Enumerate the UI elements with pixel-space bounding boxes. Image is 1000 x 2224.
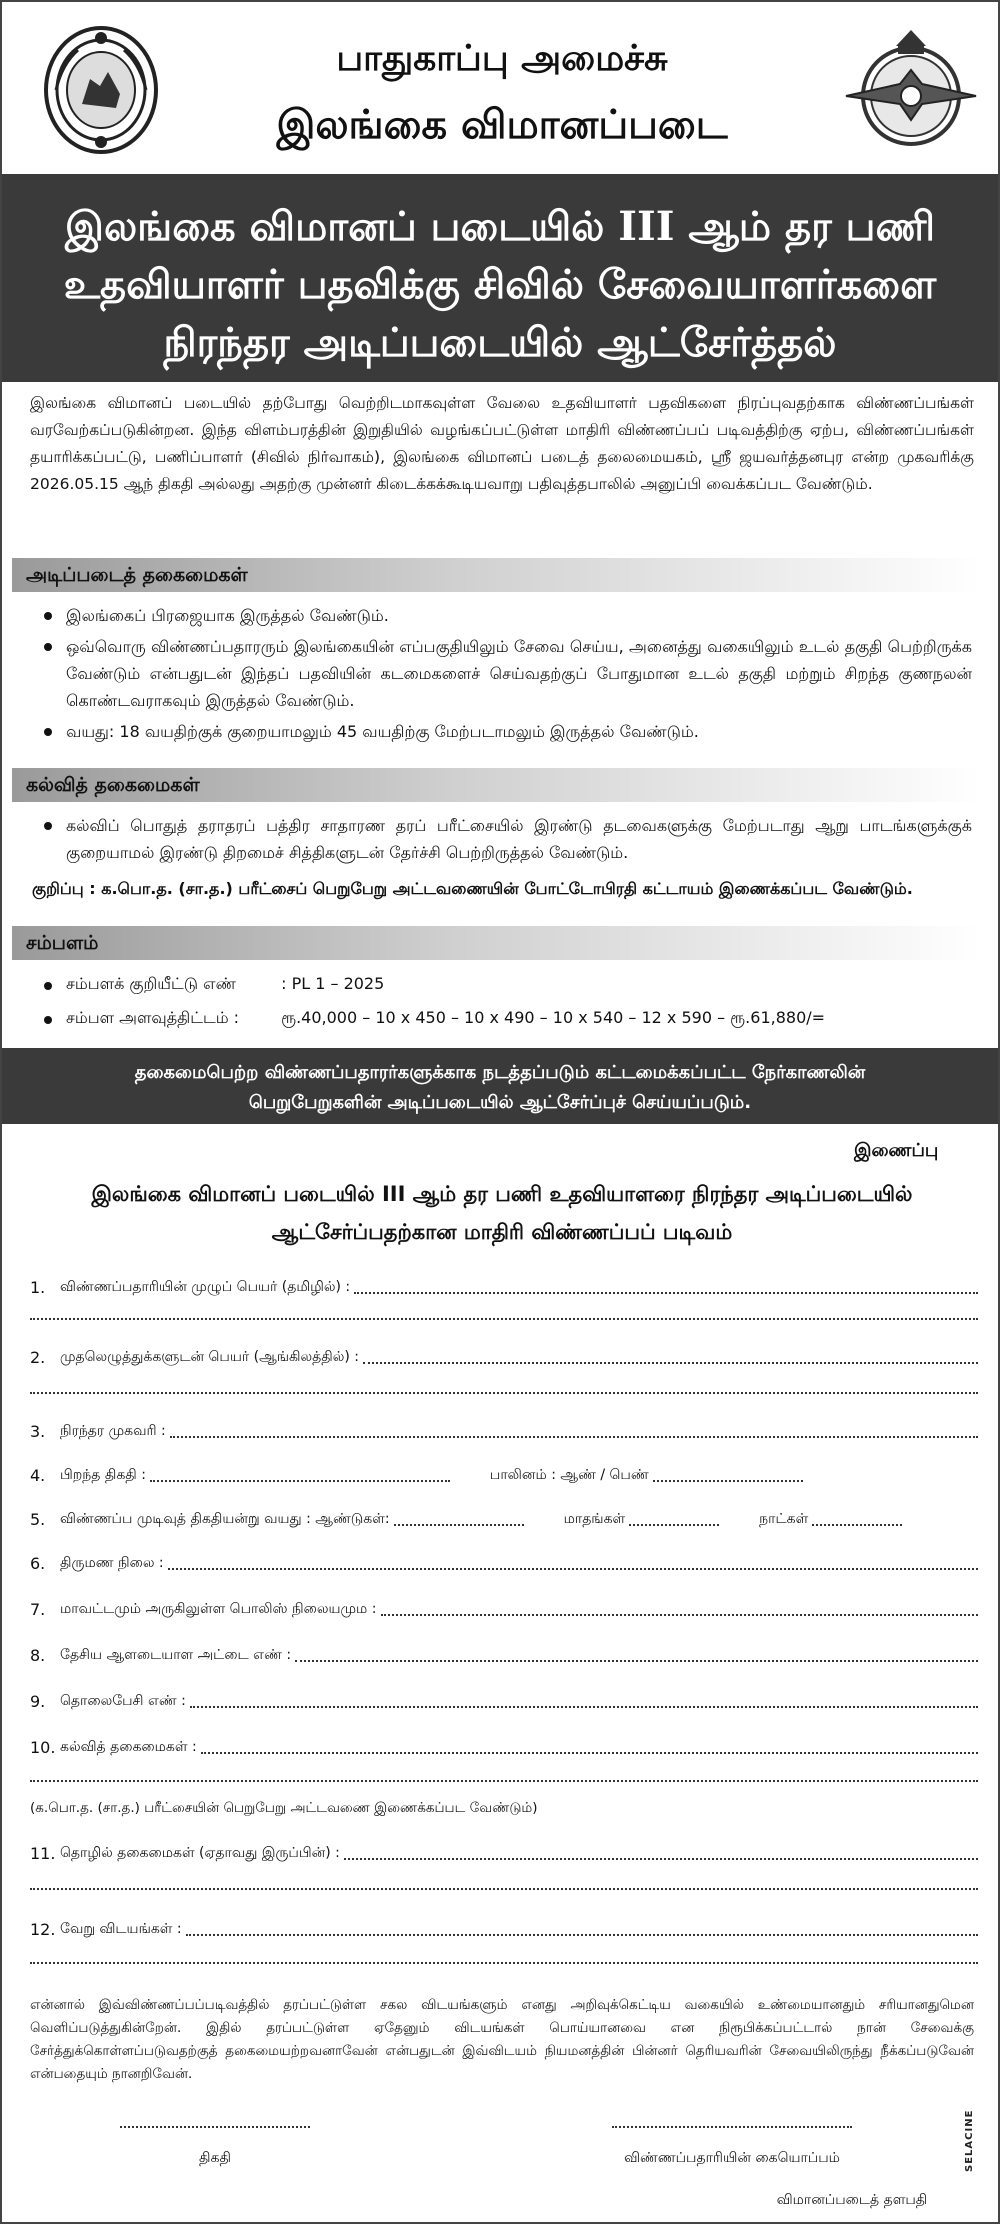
list-item: வயது: 18 வயதிற்குக் குறையாமலும் 45 வயதிற்கு மேற்படாமலும் இருத்தல் வேண்டும். (42, 718, 972, 745)
field-label: விண்ணப்பதாரியின் முழுப் பெயர் (தமிழில்) : (60, 1279, 351, 1295)
nic-number-input[interactable] (295, 1646, 978, 1662)
field-professional-qualifications: 11. தொழில் தகைமைகள் (ஏதாவது இருப்பின்) : (30, 1844, 978, 1863)
education-input-line-2[interactable] (30, 1780, 978, 1782)
field-education: 10. கல்வித் தகைமைகள் : (30, 1738, 978, 1757)
title-banner (2, 174, 998, 382)
professional-qualifications-input[interactable] (344, 1844, 978, 1860)
telephone-input[interactable] (190, 1692, 978, 1708)
air-force-crest-icon (840, 20, 982, 162)
other-matters-input-line-2[interactable] (30, 1962, 978, 1964)
selection-note-banner (2, 1048, 998, 1124)
education-attach-note: (க.பொ.த. (சா.த.) பரீட்சையின் பெறுபேறு அட்டவணை இணைக்கப்பட வேண்டும்) (30, 1800, 538, 1816)
bullet-icon (44, 1016, 52, 1024)
field-label: முதலெழுத்துக்களுடன் பெயர் (ஆங்கிலத்தில்) : (60, 1349, 359, 1365)
field-label: தொலைபேசி எண் : (60, 1693, 186, 1709)
intro-paragraph: இலங்கை விமானப் படையில் தற்போது வெற்றிடமாகவுள்ள வேலை உதவியாளர் பதவிகளை நிரப்புவதற்காக விண்ணப்பங்கள் வரவேற்கப்படுகின்றன. இந்த விளம்பரத்தின் இறுதியில் வழங்கப்பட்டுள்ள மாதிரி விண்ணப்பப் படிவத்திற்கு ஏற்ப, விண்ணப்பங்கள் தயாரிக்கப்பட்டு, பணிப்பாளர் (சிவில் நிர்வாகம்), இலங்கை விமானப் படைத் தலைமையகம், ஸ்ரீ ஜயவர்த்தனபுர என்ற முகவரிக்கு 2026.05.15 ஆந் திகதி அல்லது அதற்கு முன்னர் கிடைக்கக்கூடியவாறு பதிவுத்தபாலில் அனுப்பி வைக்கப்பட வேண்டும். (30, 394, 974, 493)
marital-status-input[interactable] (168, 1554, 978, 1570)
full-name-input[interactable] (354, 1278, 978, 1294)
field-telephone: 9. தொலைபேசி எண் : (30, 1692, 978, 1711)
field-label: கல்வித் தகைமைகள் : (60, 1739, 197, 1755)
name-with-initials-input-line-2[interactable] (30, 1392, 978, 1394)
field-age: 5. விண்ணப்ப முடிவுத் திகதியன்று வயது : ஆண்டுகள்: மாதங்கள் நாட்கள் (30, 1510, 978, 1529)
date-label: திகதி (199, 2150, 231, 2166)
education-input[interactable] (201, 1738, 978, 1754)
education-heading: கல்வித் தகைமைகள் (12, 768, 982, 802)
signature-label: விண்ணப்பதாரியின் கையொப்பம் (624, 2150, 840, 2166)
name-with-initials-input[interactable] (363, 1348, 978, 1364)
selection-line-1: தகைமைபெற்ற விண்ணப்பதாரர்களுக்காக நடத்தப்படும் கட்டமைக்கப்பட்ட நேர்காணலின் (134, 1062, 866, 1083)
field-label: விண்ணப்ப முடிவுத் திகதியன்று வயது : ஆண்டுகள்: (60, 1511, 390, 1527)
publisher-stamp: SELACINE (964, 2109, 975, 2172)
form-title-line-2: ஆட்சேர்ப்பதற்கான மாதிரி விண்ணப்பப் படிவம் (271, 1220, 733, 1244)
bullet-icon (44, 728, 52, 736)
full-name-input-line-2[interactable] (30, 1318, 978, 1320)
declaration-text: என்னால் இவ்விண்ணப்பப்படிவத்தில் தரப்பட்டுள்ள சகல விடயங்களும் எனது அறிவுக்கெட்டிய வகையில் உண்மையானதும் சரியானதுமென வெளிப்படுத்துகின்றேன். இதில் தரப்பட்டுள்ள ஏதேனும் விடயங்கள் பொய்யானவை என நிரூபிக்கப்பட்டால் நான் சேவைக்கு சேர்த்துக்கொள்ளப்படுவதற்குத் தகைமையற்றவனாவேன் என்பதுடன் இவ்விடயம் நியமனத்தின் பின்னர் தெரியவரின் சேவையிலிருந்து நீக்கப்படுவேன் என்பதையும் நானறிவேன். (30, 1997, 974, 2082)
age-days-input[interactable] (812, 1510, 902, 1526)
banner-line-2: உதவியாளர் பதவிக்கு சிவில் சேவையாளர்களை (63, 261, 937, 308)
field-nic-number: 8. தேசிய ஆளடையாள அட்டை எண் : (30, 1646, 978, 1665)
field-date-of-birth: 4. பிறந்த திகதி : பாலினம் : ஆண் / பெண் (30, 1466, 978, 1485)
list-item: கல்விப் பொதுத் தராதரப் பத்திர சாதாரண தரப் பரீட்சையில் இரண்டு தடவைகளுக்கு மேற்படாது ஆறு பாடங்களுக்குக் குறையாமல் இரண்டு திறமைச் சித்திகளுடன் தேர்ச்சி பெற்றிருத்தல் வேண்டும். (42, 812, 972, 866)
field-permanent-address: 3. நிரந்தர முகவரி : (30, 1422, 978, 1441)
age-years-input[interactable] (394, 1510, 524, 1526)
commander-label: விமானப்படைத் தளபதி (776, 2192, 928, 2208)
field-label: நிரந்தர முகவரி : (60, 1423, 166, 1439)
bullet-icon (44, 822, 52, 830)
salary-heading: சம்பளம் (12, 926, 982, 960)
gender-label: பாலினம் : ஆண் / பெண் (489, 1467, 649, 1483)
gender-input[interactable] (653, 1466, 803, 1482)
education-list (42, 812, 972, 870)
banner-line-3: நிரந்தர அடிப்படையில் ஆட்சேர்த்தல் (163, 319, 837, 366)
field-label: மாவட்டமும் அருகிலுள்ள பொலிஸ் நிலையமும : (60, 1601, 377, 1617)
salary-code-value: : PL 1 – 2025 (281, 974, 385, 993)
selection-line-2: பெறுபேறுகளின் அடிப்படையில் ஆட்சேர்ப்புச் செய்யப்படும். (248, 1092, 752, 1113)
sri-lanka-emblem-icon (42, 24, 160, 156)
age-months-input[interactable] (629, 1510, 719, 1526)
form-title-line-1: இலங்கை விமானப் படையில் III ஆம் தர பணி உதவியாளரை நிரந்தர அடிப்படையில் (91, 1182, 913, 1206)
permanent-address-input[interactable] (170, 1422, 978, 1438)
field-district-police: 7. மாவட்டமும் அருகிலுள்ள பொலிஸ் நிலையமும : (30, 1600, 978, 1619)
salary-scale-label: சம்பள அளவுத்திட்டம் : (66, 1008, 240, 1027)
salary-scale-value: ரூ.40,000 – 10 x 450 – 10 x 490 – 10 x 540 – 12 x 590 – ரூ.61,880/= (281, 1008, 826, 1027)
field-other-matters: 12. வேறு விடயங்கள் : (30, 1920, 978, 1939)
age-months-label: மாதங்கள் (563, 1511, 626, 1527)
banner-line-1: இலங்கை விமானப் படையில் III ஆம் தர பணி (65, 203, 935, 250)
basic-qualifications-heading: அடிப்படைத் தகைமைகள் (12, 558, 982, 592)
list-item: இலங்கைப் பிரஜையாக இருத்தல் வேண்டும். (42, 602, 972, 629)
field-label: திருமண நிலை : (60, 1555, 164, 1571)
education-note: குறிப்பு : க.பொ.த. (சா.த.) பரீட்சைப் பெறுபேறு அட்டவணையின் போட்டோபிரதி கட்டாயம் இணைக்கப்பட வேண்டும். (32, 879, 913, 898)
district-police-input[interactable] (381, 1600, 979, 1616)
field-label: தொழில் தகைமைகள் (ஏதாவது இருப்பின்) : (60, 1845, 340, 1861)
salary-code-row (42, 974, 384, 995)
signature-input[interactable] (612, 2126, 852, 2128)
field-label: தேசிய ஆளடையாள அட்டை எண் : (60, 1647, 292, 1663)
date-of-birth-input[interactable] (150, 1466, 450, 1482)
salary-code-label: சம்பளக் குறியீட்டு எண் (66, 974, 236, 993)
ministry-name: பாதுகாப்பு அமைச்சு (336, 38, 668, 79)
bullet-icon (44, 643, 52, 651)
annex-label: இணைப்பு (854, 1140, 939, 1161)
bullet-icon (44, 612, 52, 620)
other-matters-input[interactable] (186, 1920, 978, 1936)
field-label: வேறு விடயங்கள் : (60, 1921, 182, 1937)
date-input[interactable] (120, 2126, 310, 2128)
field-label: பிறந்த திகதி : (60, 1467, 146, 1483)
bullet-icon (44, 982, 52, 990)
organisation-name: இலங்கை விமானப்படை (276, 102, 728, 148)
salary-scale-row (42, 1008, 825, 1029)
header (2, 2, 998, 174)
field-full-name: 1. விண்ணப்பதாரியின் முழுப் பெயர் (தமிழில்) : (30, 1278, 978, 1297)
age-days-label: நாட்கள் (759, 1511, 809, 1527)
field-marital-status: 6. திருமண நிலை : (30, 1554, 978, 1573)
field-name-with-initials: 2. முதலெழுத்துக்களுடன் பெயர் (ஆங்கிலத்தில்) : (30, 1348, 978, 1367)
professional-qualifications-input-line-2[interactable] (30, 1888, 978, 1890)
list-item: ஒவ்வொரு விண்ணப்பதாரரும் இலங்கையின் எப்பகுதியிலும் சேவை செய்ய, அனைத்து வகையிலும் உடல் தகுதி பெற்றிருக்க வேண்டும் என்பதுடன் இந்தப் பதவியின் கடமைகளைச் செய்வதற்குப் போதுமான உடல் தகுதி மற்றும் சிறந்த குணநலன் கொண்டவராகவும் இருத்தல் வேண்டும். (42, 633, 972, 714)
basic-qualifications-list (42, 602, 972, 749)
